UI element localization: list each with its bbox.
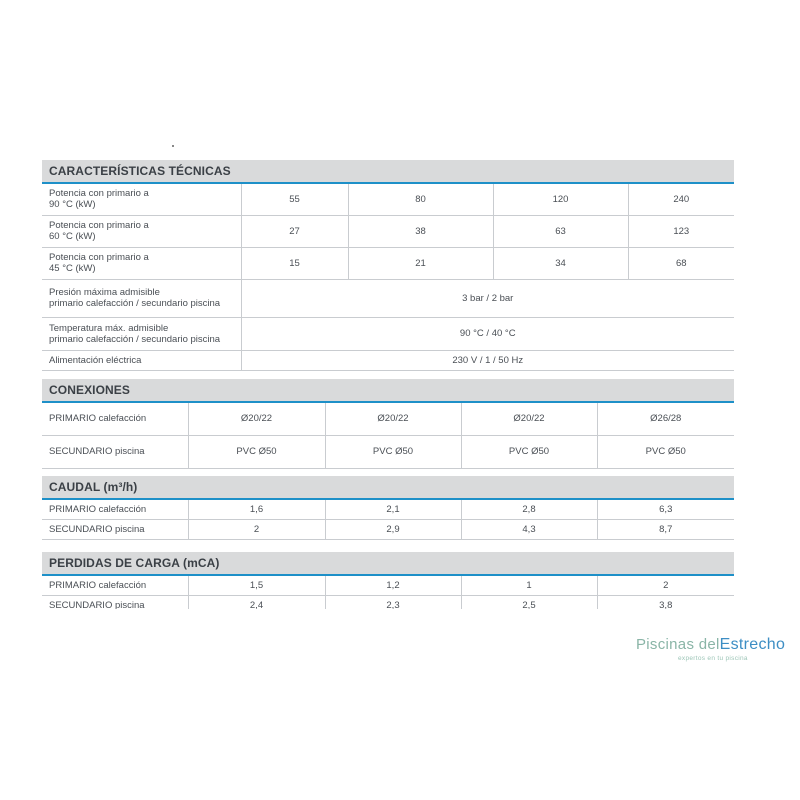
watermark-logo <box>636 636 800 662</box>
section-title: PERDIDAS DE CARGA (mCA) <box>42 552 734 576</box>
caudal-table <box>42 500 734 540</box>
row-label: Potencia con primario a 45 °C (kW) <box>42 247 241 279</box>
section-title: CARACTERÍSTICAS TÉCNICAS <box>42 160 734 184</box>
table-row <box>42 519 734 539</box>
row-label: PRIMARIO calefacción <box>42 500 188 519</box>
row-label: PRIMARIO calefacción <box>42 576 188 595</box>
table-cell: 2,3 <box>325 596 461 609</box>
table-cell: 2,9 <box>325 519 461 539</box>
table-cell: 27 <box>241 215 348 247</box>
table-row <box>42 596 734 609</box>
table-cell: 2,4 <box>188 596 325 609</box>
perdidas-table-clipped <box>42 596 734 609</box>
table-row <box>42 576 734 595</box>
table-cell: 1,5 <box>188 576 325 595</box>
table-cell: 34 <box>493 247 628 279</box>
table-cell: 90 °C / 40 °C <box>241 317 734 350</box>
logo-title: Piscinas delEstrecho <box>636 636 786 653</box>
table-cell: 230 V / 1 / 50 Hz <box>241 350 734 370</box>
table-row <box>42 215 734 247</box>
table-cell: 3 bar / 2 bar <box>241 279 734 317</box>
section-caracteristicas <box>42 160 734 371</box>
section-title: CONEXIONES <box>42 379 734 403</box>
table-cell: Ø26/28 <box>597 403 734 435</box>
table-row <box>42 350 734 370</box>
table-row <box>42 500 734 519</box>
row-label: SECUNDARIO piscina <box>42 435 188 468</box>
table-cell: 63 <box>493 215 628 247</box>
clipped-row-wrapper <box>42 596 734 609</box>
table-cell: 2 <box>188 519 325 539</box>
table-cell: 21 <box>348 247 493 279</box>
caracteristicas-table <box>42 184 734 371</box>
row-label: SECUNDARIO piscina <box>49 599 145 609</box>
section-title: CAUDAL (m³/h) <box>42 476 734 500</box>
table-row <box>42 184 734 215</box>
row-label: Temperatura máx. admisible primario calefacción / secundario piscina <box>42 317 241 350</box>
row-label: PRIMARIO calefacción <box>42 403 188 435</box>
table-row <box>42 247 734 279</box>
table-cell: 2,8 <box>461 500 597 519</box>
row-label: Potencia con primario a 90 °C (kW) <box>42 184 241 215</box>
table-row <box>42 403 734 435</box>
table-cell: 6,3 <box>597 500 734 519</box>
stray-mark <box>172 145 174 147</box>
table-cell: Ø20/22 <box>461 403 597 435</box>
conexiones-table <box>42 403 734 469</box>
table-cell: 15 <box>241 247 348 279</box>
table-cell: Ø20/22 <box>325 403 461 435</box>
table-cell: 123 <box>628 215 734 247</box>
logo-strong: Estrecho <box>719 636 786 653</box>
table-cell: 120 <box>493 184 628 215</box>
table-cell: 2 <box>597 576 734 595</box>
section-conexiones <box>42 379 734 469</box>
table-row <box>42 279 734 317</box>
table-cell: 2,1 <box>325 500 461 519</box>
table-cell: 240 <box>628 184 734 215</box>
logo-subtitle: expertos en tu piscina <box>678 655 748 662</box>
table-cell: PVC Ø50 <box>461 435 597 468</box>
table-cell: 80 <box>348 184 493 215</box>
table-cell: 3,8 <box>597 596 734 609</box>
table-cell: 1 <box>461 576 597 595</box>
row-label: Alimentación eléctrica <box>42 350 241 370</box>
section-perdidas <box>42 552 734 609</box>
row-label: SECUNDARIO piscina <box>42 519 188 539</box>
table-cell: 38 <box>348 215 493 247</box>
section-caudal <box>42 476 734 540</box>
table-cell: PVC Ø50 <box>188 435 325 468</box>
table-cell: 55 <box>241 184 348 215</box>
table-cell: Ø20/22 <box>188 403 325 435</box>
table-cell: 1,6 <box>188 500 325 519</box>
row-label: Presión máxima admisible primario calefacción / secundario piscina <box>42 279 241 317</box>
table-row <box>42 435 734 468</box>
table-cell: 1,2 <box>325 576 461 595</box>
table-cell: 4,3 <box>461 519 597 539</box>
table-row <box>42 317 734 350</box>
table-cell: 2,5 <box>461 596 597 609</box>
table-cell: PVC Ø50 <box>325 435 461 468</box>
table-cell: 8,7 <box>597 519 734 539</box>
row-label: Potencia con primario a 60 °C (kW) <box>42 215 241 247</box>
perdidas-table <box>42 576 734 596</box>
table-cell: 68 <box>628 247 734 279</box>
table-cell: PVC Ø50 <box>597 435 734 468</box>
